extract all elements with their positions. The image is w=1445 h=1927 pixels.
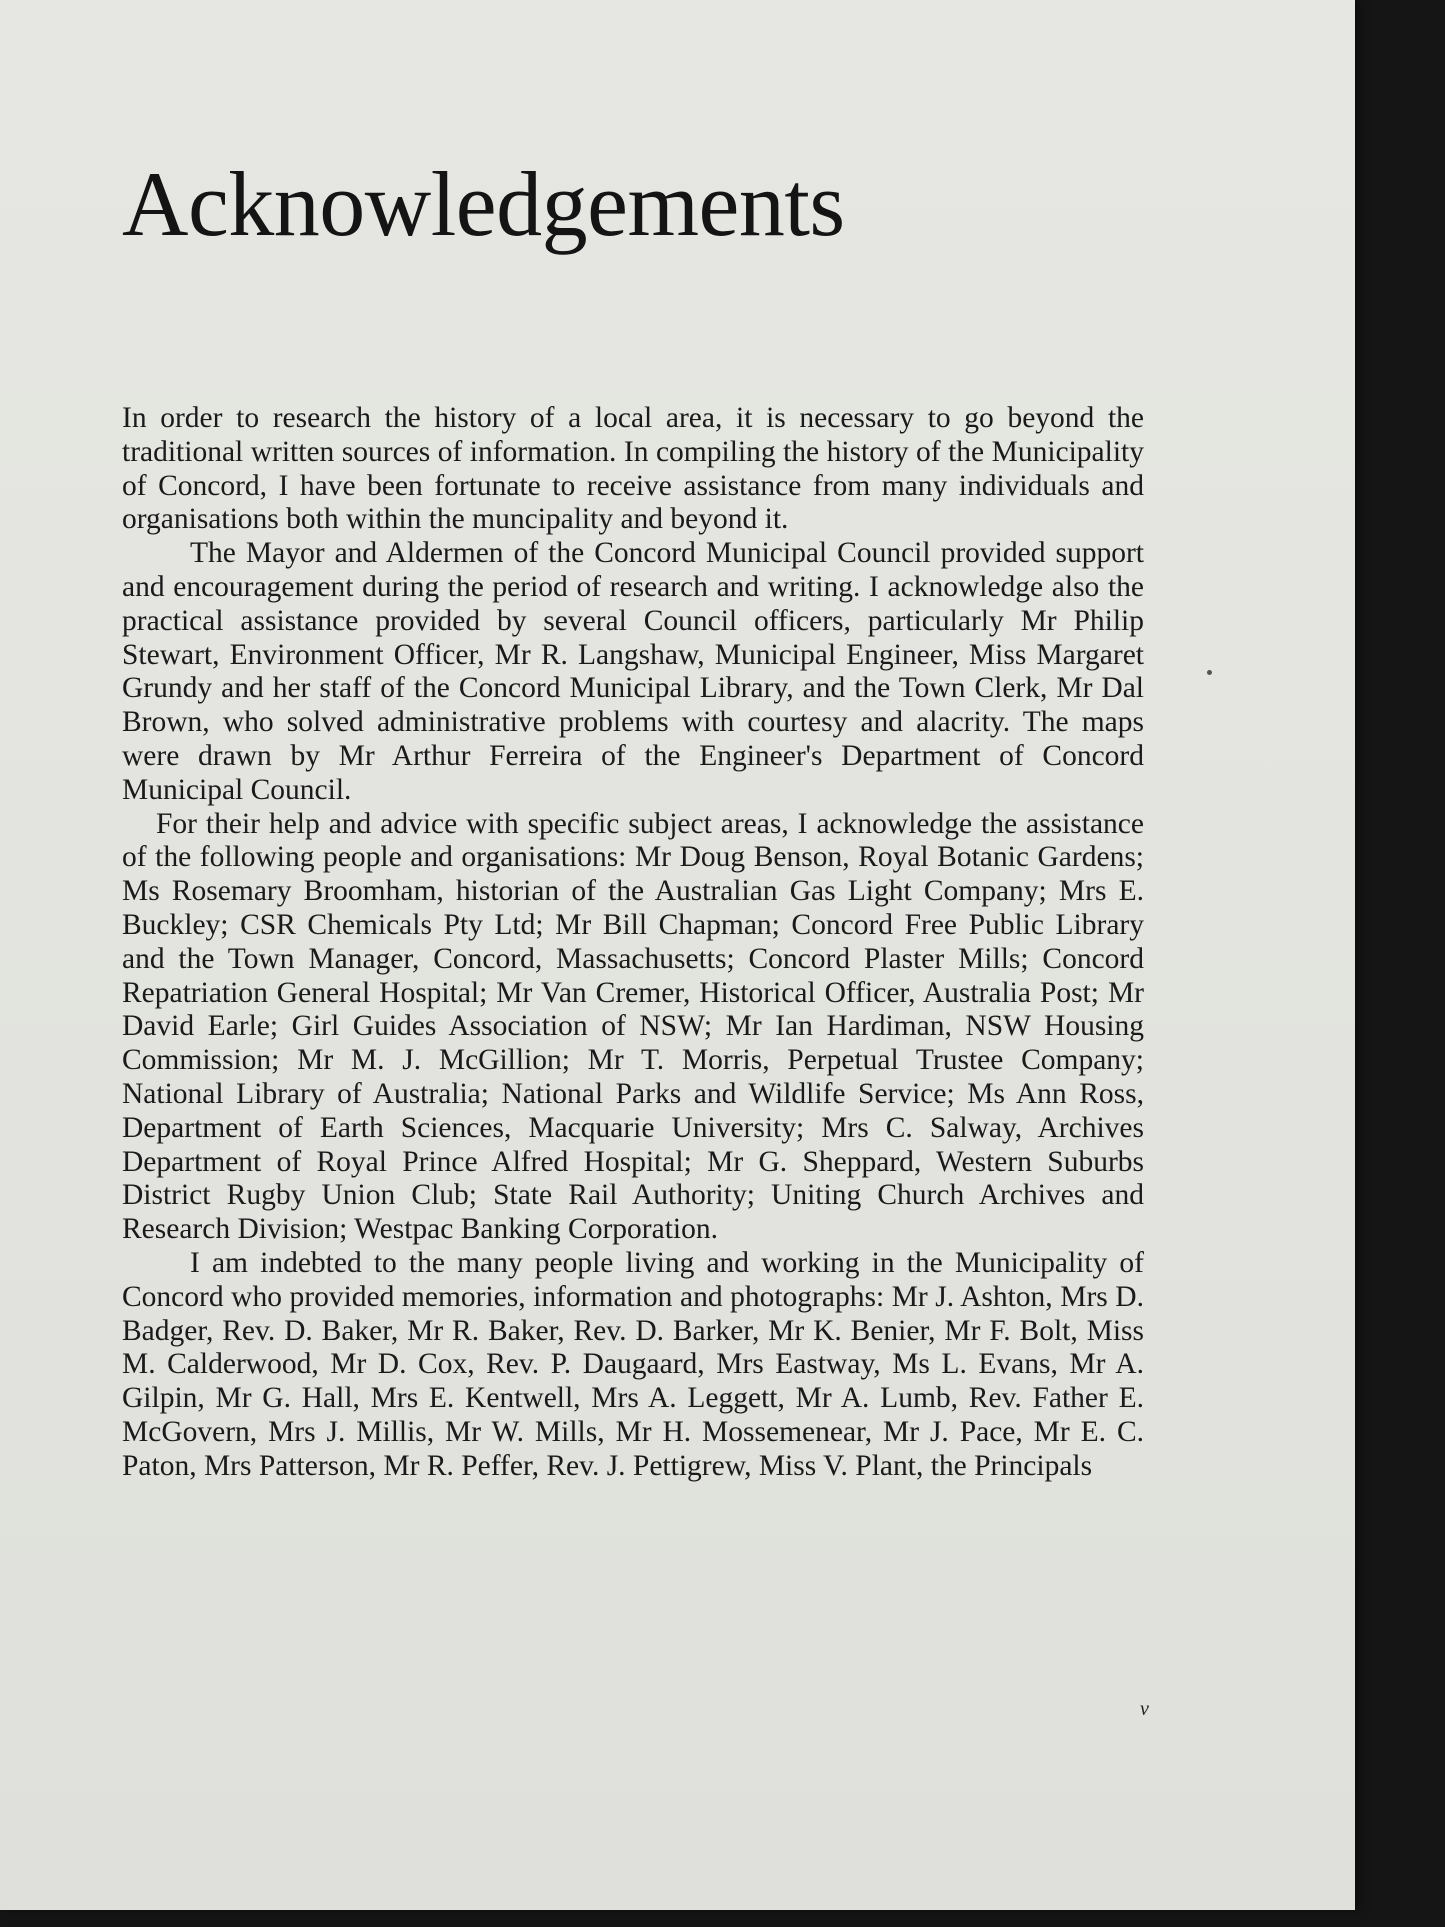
page-title: Acknowledgements xyxy=(122,153,845,255)
paragraph-organisations: For their help and advice with specific subject areas, I acknowledge the assistance of the following people and organisations: Mr Doug Benson, Royal Botanic Gardens; Ms Rosemary Broomham, historian of the Australian Gas Light Company; Mrs E. Buckley; CSR Chemicals Pty Ltd; Mr Bill Chapman; Concord Free Public Library and the Town Manager, Concord, Massachusetts; Concord Plaster Mills; Concord Repatriation General Hospital; Mr Van Cremer, Historical Officer, Australia Post; Mr David Earle; Girl Guides Association of NSW; Mr Ian Hardiman, NSW Housing Commission; Mr M. J. McGillion; Mr T. Morris, Perpetual Trustee Company; National Library of Australia; National Parks and Wildlife Service; Ms Ann Ross, Department of Earth Sciences, Macquarie University; Mrs C. Salway, Archives Department of Royal Prince Alfred Hospital; Mr G. Sheppard, Western Suburbs District Rugby Union Club; State Rail Authority; Uniting Church Archives and Research Division; Westpac Banking Corporation. xyxy=(122,807,1144,1246)
paragraph-council: The Mayor and Aldermen of the Concord Municipal Council provided support and encouragement during the period of research and writing. I acknowledge also the practical assistance provided by several Council officers, particularly Mr Philip Stewart, Environment Officer, Mr R. Langshaw, Municipal Engineer, Miss Margaret Grundy and her staff of the Concord Municipal Library, and the Town Clerk, Mr Dal Brown, who solved administrative problems with courtesy and alacrity. The maps were drawn by Mr Arthur Ferreira of the Engineer's Department of Concord Municipal Council. xyxy=(122,537,1144,806)
paragraph-intro: In order to research the history of a local area, it is necessary to go beyond the traditional written sources of information. In compiling the history of the Municipality of Concord, I have been fortunate to receive assistance from many individuals and organisations both within the muncipality and beyond it. xyxy=(122,402,1144,536)
paragraph-residents: I am indebted to the many people living and working in the Municipality of Concord who provided memories, information and photographs: Mr J. Ashton, Mrs D. Badger, Rev. D. Baker, Mr R. Baker, Rev. D. Barker, Mr K. Benier, Mr F. Bolt, Miss M. Calderwood, Mr D. Cox, Rev. P. Daugaard, Mrs Eastway, Ms L. Evans, Mr A. Gilpin, Mr G. Hall, Mrs E. Kentwell, Mrs A. Leggett, Mr A. Lumb, Rev. Father E. McGovern, Mrs J. Millis, Mr W. Mills, Mr H. Mossemenear, Mr J. Pace, Mr E. C. Paton, Mrs Patterson, Mr R. Peffer, Rev. J. Pettigrew, Miss V. Plant, the Principals xyxy=(122,1246,1144,1482)
paper-speck xyxy=(1207,670,1212,675)
body-text xyxy=(122,402,1144,1484)
page-number: v xyxy=(1140,1698,1149,1720)
